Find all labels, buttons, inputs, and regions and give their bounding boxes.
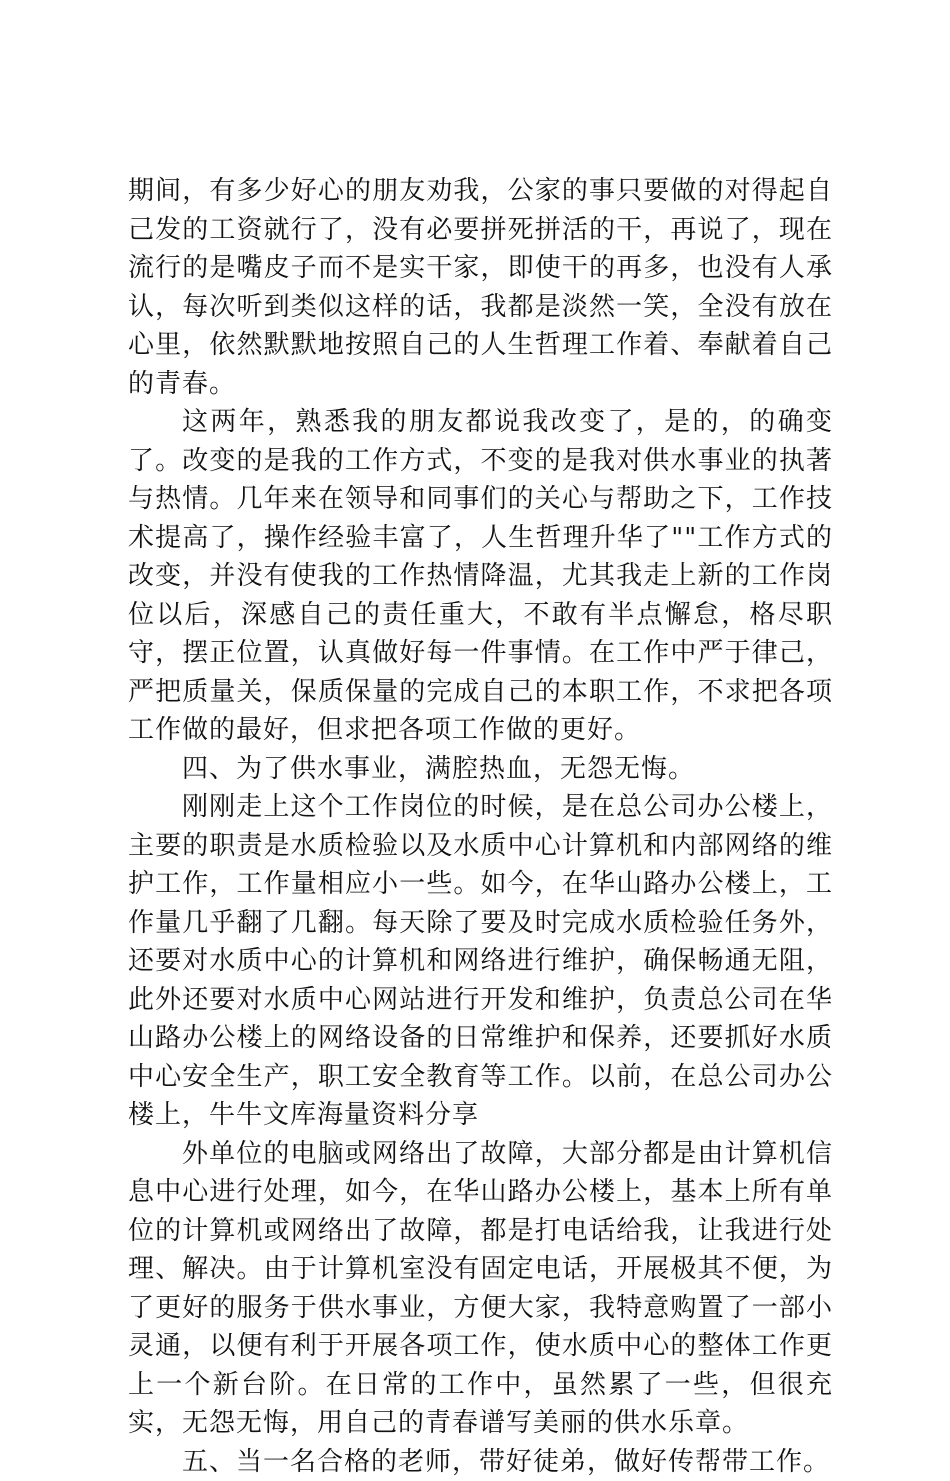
paragraph-4: 外单位的电脑或网络出了故障，大部分都是由计算机信息中心进行处理，如今，在华山路办公楼上，基本上所有单位的计算机或网络出了故障，都是打电话给我，让我进行处理、解决。由于计算机室没有固定电话，开展极其不便，为了更好的服务于供水事业，方便大家，我特意购置了一部小灵通，以便有利于开展各项工作，使水质中心的整体工作更上一个新台阶。在日常的工作中，虽然累了一些，但很充实，无怨无悔，用自己的青春谱写美丽的供水乐章。 [128, 1135, 833, 1443]
document-page [128, 172, 833, 1481]
section-heading-5: 五、当一名合格的老师，带好徒弟，做好传帮带工作。 [128, 1443, 833, 1481]
paragraph-1: 期间，有多少好心的朋友劝我，公家的事只要做的对得起自己发的工资就行了，没有必要拼死拼活的干，再说了，现在流行的是嘴皮子而不是实干家，即使干的再多，也没有人承认，每次听到类似这样的话，我都是淡然一笑，全没有放在心里，依然默默地按照自己的人生哲理工作着、奉献着自己的青春。 [128, 172, 833, 403]
paragraph-3: 刚刚走上这个工作岗位的时候，是在总公司办公楼上，主要的职责是水质检验以及水质中心计算机和内部网络的维护工作，工作量相应小一些。如今，在华山路办公楼上，工作量几乎翻了几翻。每天除了要及时完成水质检验任务外，还要对水质中心的计算机和网络进行维护，确保畅通无阻，此外还要对水质中心网站进行开发和维护，负责总公司在华山路办公楼上的网络设备的日常维护和保养，还要抓好水质中心安全生产，职工安全教育等工作。以前，在总公司办公楼上，牛牛文库海量资料分享 [128, 788, 833, 1135]
paragraph-2: 这两年，熟悉我的朋友都说我改变了，是的，的确变了。改变的是我的工作方式，不变的是我对供水事业的执著与热情。几年来在领导和同事们的关心与帮助之下，工作技术提高了，操作经验丰富了，人生哲理升华了""工作方式的改变，并没有使我的工作热情降温，尤其我走上新的工作岗位以后，深感自己的责任重大，不敢有半点懈怠，格尽职守，摆正位置，认真做好每一件事情。在工作中严于律己，严把质量关，保质保量的完成自己的本职工作，不求把各项工作做的最好，但求把各项工作做的更好。 [128, 403, 833, 750]
section-heading-4: 四、为了供水事业，满腔热血，无怨无悔。 [128, 750, 833, 789]
